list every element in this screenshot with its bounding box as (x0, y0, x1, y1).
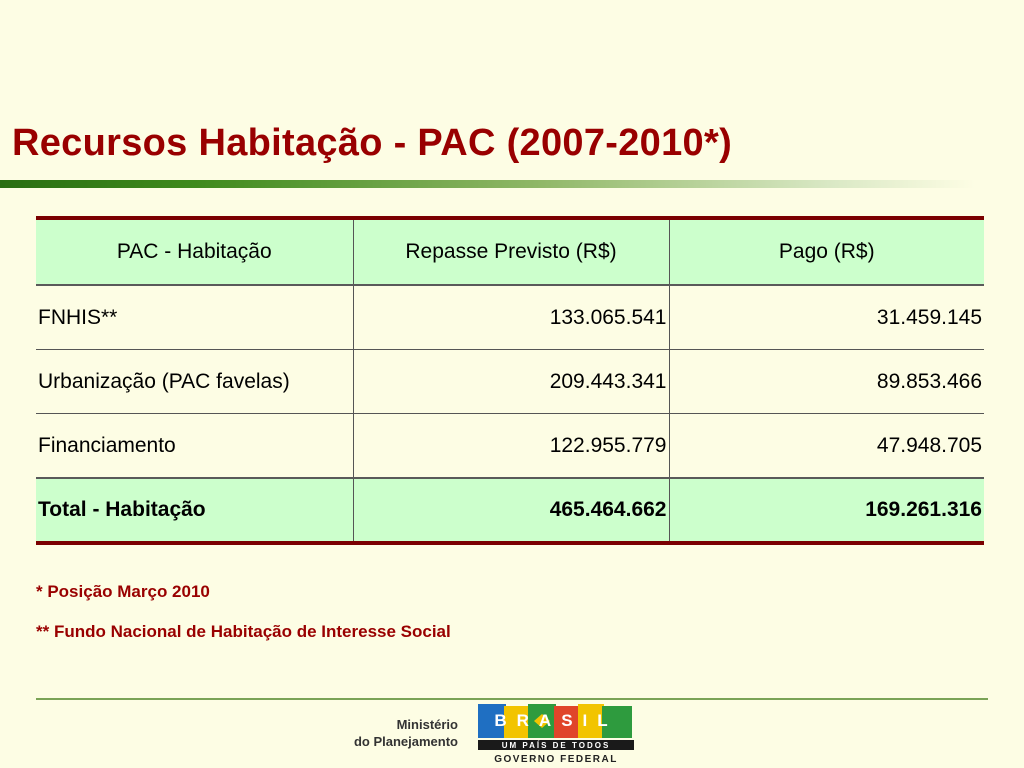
ministry-name (346, 716, 458, 750)
footnote-position-date: * Posição Março 2010 (36, 582, 210, 601)
ministry-line-1: Ministério (396, 717, 458, 732)
footer-divider (36, 698, 988, 700)
logo-tagline: UM PAÍS DE TODOS (501, 741, 611, 750)
pago-value: 89.853.466 (669, 350, 984, 414)
table-row (36, 414, 984, 479)
row-label: Financiamento (36, 414, 353, 479)
row-label: FNHIS** (36, 285, 353, 350)
total-pago-value: 169.261.316 (669, 478, 984, 543)
title-underline (0, 180, 975, 188)
repasse-value: 122.955.779 (353, 414, 669, 479)
row-label: Urbanização (PAC favelas) (36, 350, 353, 414)
column-header-repasse: Repasse Previsto (R$) (353, 218, 669, 285)
table-row (36, 285, 984, 350)
slide-title: Recursos Habitação - PAC (2007-2010*) (12, 122, 733, 164)
table-row (36, 350, 984, 414)
column-header-program: PAC - Habitação (36, 218, 353, 285)
data-table (36, 216, 984, 545)
repasse-value: 209.443.341 (353, 350, 669, 414)
pago-value: 47.948.705 (669, 414, 984, 479)
ministry-line-2: do Planejamento (353, 734, 458, 749)
table-header-row (36, 218, 984, 285)
footnote-fnhis: ** Fundo Nacional de Habitação de Interesse Social (36, 622, 451, 641)
total-label: Total - Habitação (36, 478, 353, 543)
brasil-governo-federal-logo (478, 704, 634, 764)
total-repasse-value: 465.464.662 (353, 478, 669, 543)
column-header-pago: Pago (R$) (669, 218, 984, 285)
logo-subtitle: GOVERNO FEDERAL (494, 754, 618, 764)
logo-wordmark: BRASIL (494, 711, 618, 730)
footnotes (36, 582, 451, 662)
pago-value: 31.459.145 (669, 285, 984, 350)
table-total-row (36, 478, 984, 543)
repasse-value: 133.065.541 (353, 285, 669, 350)
